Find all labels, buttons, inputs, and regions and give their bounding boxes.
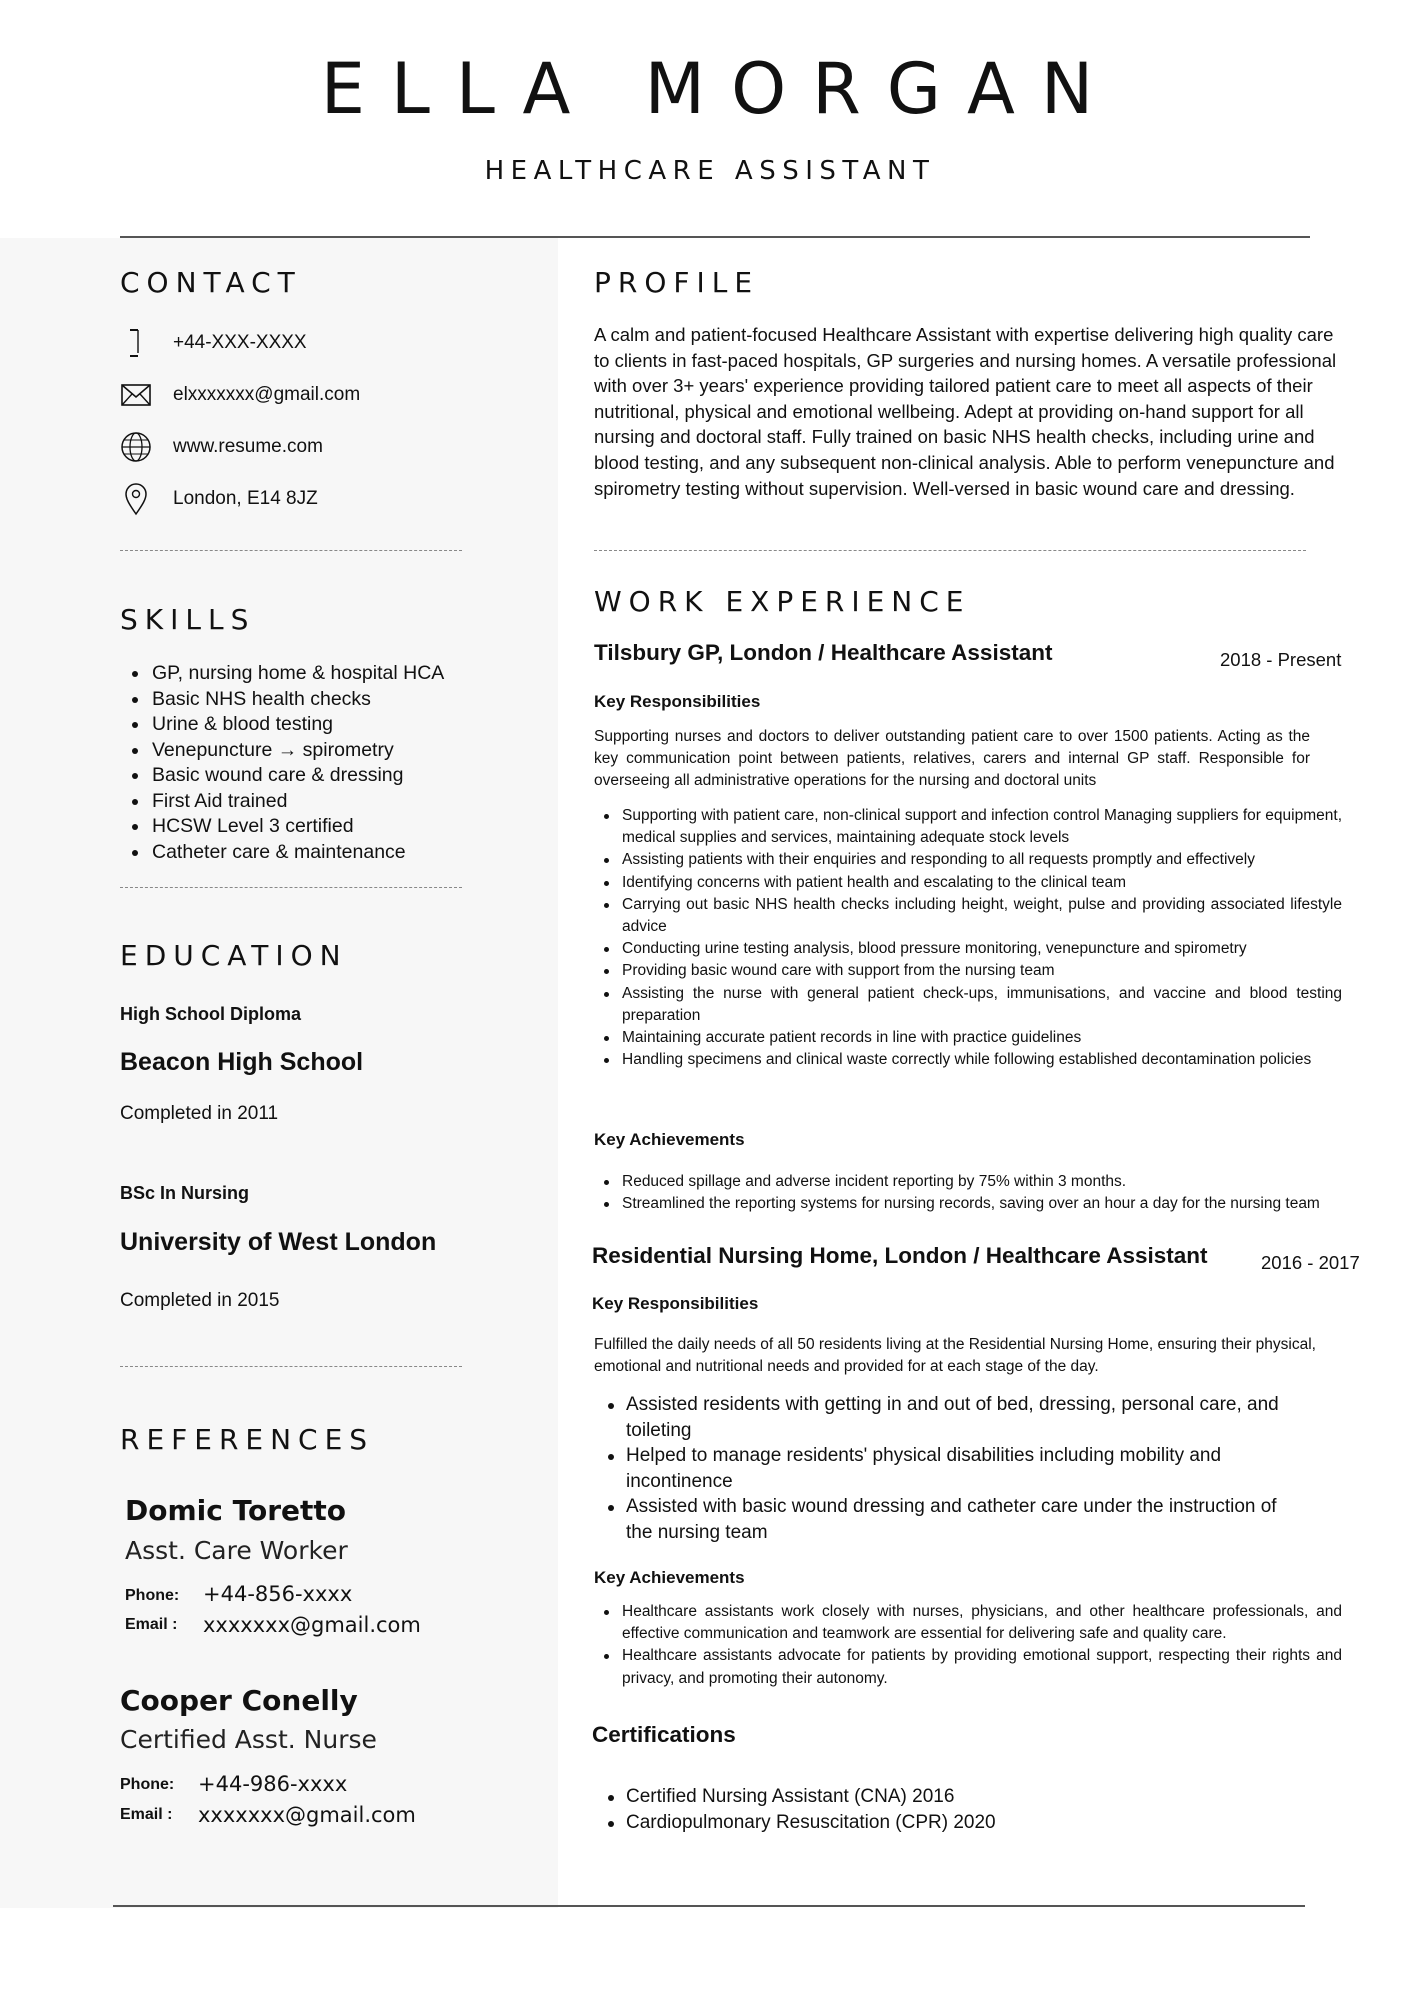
profile-summary: A calm and patient-focused Healthcare Assistant with expertise delivering high quality care to clients in fast-paced hospitals, GP surgeries and nursing homes. A versatile professional with over 3+ years' experience providing tailored patient care to meet all aspects of their nutritional, physical and emotional wellbeing. Adept at providing on-hand support for all nursing and doctoral staff. Fully trained on basic NHS health checks, including urine and blood testing, and any subsequent non-clinical analysis. Able to perform venepuncture and spirometry testing without supervision. Well-versed in basic wound care and dressing. [594, 324, 1337, 499]
ref-email-label-2: Email : [120, 1806, 173, 1823]
envelope-icon [120, 379, 152, 411]
work-heading: WORK EXPERIENCE [594, 585, 971, 618]
education-heading: EDUCATION [120, 939, 348, 972]
globe-icon [120, 431, 152, 463]
list-item: Helped to manage residents' physical disabilities including mobility and incontinence [598, 1443, 1298, 1494]
list-item: Assisted residents with getting in and out of bed, dressing, personal care, and toileting [598, 1392, 1298, 1443]
ref-email-label-1: Email : [125, 1616, 178, 1633]
contact-website [120, 430, 540, 464]
edu-completed-2: Completed in 2015 [120, 1290, 280, 1311]
phone-text: +44-XXX-XXXX [173, 332, 307, 353]
bottom-divider [113, 1905, 1305, 1907]
certifications-heading: Certifications [592, 1722, 736, 1747]
skills-divider [120, 887, 462, 888]
contact-divider [120, 550, 462, 551]
ref-email-1: xxxxxxx@gmail.com [203, 1613, 421, 1637]
contact-heading: CONTACT [120, 266, 302, 299]
location-text: London, E14 8JZ [173, 488, 318, 509]
skill-item: HCSW Level 3 certified [130, 814, 444, 840]
list-item: Handling specimens and clinical waste correctly while following established decontamination policies [594, 1049, 1342, 1071]
edu-school-2: University of West London [120, 1228, 437, 1256]
edu-degree-1: High School Diploma [120, 1004, 302, 1024]
resume-header [0, 0, 1414, 238]
profile-heading: PROFILE [594, 266, 760, 299]
list-item: Conducting urine testing analysis, blood pressure monitoring, venepuncture and spirometry [594, 938, 1342, 960]
list-item: Healthcare assistants work closely with nurses, physicians, and other healthcare professionals, and effective communication and teamwork are essential for delivering safe and quality care. [594, 1601, 1342, 1645]
certifications-list [598, 1784, 1298, 1835]
map-pin-icon [120, 483, 152, 515]
list-item: Healthcare assistants advocate for patients by providing emotional support, respecting their rights and privacy, and promoting their autonomy. [594, 1645, 1342, 1689]
list-item: Carrying out basic NHS health checks including height, weight, pulse and providing associated lifestyle advice [594, 894, 1342, 938]
list-item: Certified Nursing Assistant (CNA) 2016 [598, 1784, 1298, 1810]
list-item: Assisting patients with their enquiries and responding to all requests promptly and effectively [594, 849, 1342, 871]
skill-item: Basic NHS health checks [130, 687, 444, 713]
skill-item: Venepuncture → spirometry [130, 738, 444, 764]
job-1-achievements [594, 1171, 1384, 1215]
job-1-responsibilities [594, 805, 1342, 1071]
skill-item: Basic wound care & dressing [130, 763, 444, 789]
contact-location [120, 482, 540, 516]
contact-phone [120, 326, 540, 360]
job-1-achievements-heading: Key Achievements [594, 1130, 745, 1149]
job-1-summary: Supporting nurses and doctors to deliver outstanding patient care to over 1500 patients. Acting as the key communication point between patients, relatives, carers and internal GP staff. Responsible for overseeing all administrative operations for the nursing and doctoral units [594, 728, 1310, 790]
website-text: www.resume.com [173, 436, 323, 457]
profile-divider [594, 550, 1306, 551]
skill-item: First Aid trained [130, 789, 444, 815]
ref-role-2: Certified Asst. Nurse [120, 1725, 377, 1754]
skill-item: Catheter care & maintenance [130, 840, 444, 866]
list-item: Reduced spillage and adverse incident reporting by 75% within 3 months. [594, 1171, 1384, 1193]
list-item: Assisting the nurse with general patient check-ups, immunisations, and vaccine and blood testing preparation [594, 983, 1342, 1027]
skills-heading: SKILLS [120, 603, 256, 636]
skills-list [130, 661, 444, 865]
job-1-responsibilities-heading: Key Responsibilities [594, 692, 761, 711]
edu-school-1: Beacon High School [120, 1048, 364, 1076]
education-divider [120, 1366, 462, 1367]
references-heading: REFERENCES [120, 1423, 375, 1456]
job-2-achievements [594, 1601, 1342, 1690]
edu-completed-1: Completed in 2011 [120, 1103, 279, 1124]
ref-phone-label-2: Phone: [120, 1776, 175, 1793]
ref-role-1: Asst. Care Worker [125, 1536, 348, 1565]
list-item: Supporting with patient care, non-clinical support and infection control Managing suppliers for equipment, medical supplies and services, maintaining adequate stock levels [594, 805, 1342, 849]
ref-name-1: Domic Toretto [125, 1494, 347, 1527]
list-item: Identifying concerns with patient health and escalating to the clinical team [594, 872, 1342, 894]
list-item: Maintaining accurate patient records in line with practice guidelines [594, 1027, 1342, 1049]
candidate-title: HEALTHCARE ASSISTANT [484, 156, 936, 186]
contact-email [120, 378, 540, 412]
job-2-responsibilities [598, 1392, 1298, 1545]
list-item: Streamlined the reporting systems for nursing records, saving over an hour a day for the nursing team [594, 1193, 1384, 1215]
ref-email-2: xxxxxxx@gmail.com [198, 1803, 416, 1827]
candidate-name: ELLA MORGAN [320, 48, 1120, 130]
job-2-responsibilities-heading: Key Responsibilities [592, 1294, 759, 1313]
phone-icon [120, 327, 152, 359]
job-title-1: Tilsbury GP, London / Healthcare Assistant [594, 640, 1053, 665]
ref-phone-label-1: Phone: [125, 1587, 180, 1604]
skill-item: GP, nursing home & hospital HCA [130, 661, 444, 687]
edu-degree-2: BSc In Nursing [120, 1183, 250, 1203]
job-2-achievements-heading: Key Achievements [594, 1568, 745, 1587]
list-item: Providing basic wound care with support from the nursing team [594, 960, 1342, 982]
ref-phone-2: +44-986-xxxx [198, 1772, 348, 1796]
skill-item: Urine & blood testing [130, 712, 444, 738]
job-dates-1: 2018 - Present [1220, 649, 1342, 670]
job-2-summary: Fulfilled the daily needs of all 50 residents living at the Residential Nursing Home, ensuring their physical, emotional and nutritional needs and provided for at each stage of the day. [594, 1336, 1316, 1376]
list-item: Cardiopulmonary Resuscitation (CPR) 2020 [598, 1810, 1298, 1836]
email-text: elxxxxxxx@gmail.com [173, 384, 361, 405]
list-item: Assisted with basic wound dressing and catheter care under the instruction of the nursing team [598, 1494, 1298, 1545]
ref-name-2: Cooper Conelly [120, 1684, 358, 1717]
ref-phone-1: +44-856-xxxx [203, 1582, 353, 1606]
job-dates-2: 2016 - 2017 [1261, 1252, 1360, 1273]
job-title-2: Residential Nursing Home, London / Healthcare Assistant [592, 1243, 1208, 1268]
